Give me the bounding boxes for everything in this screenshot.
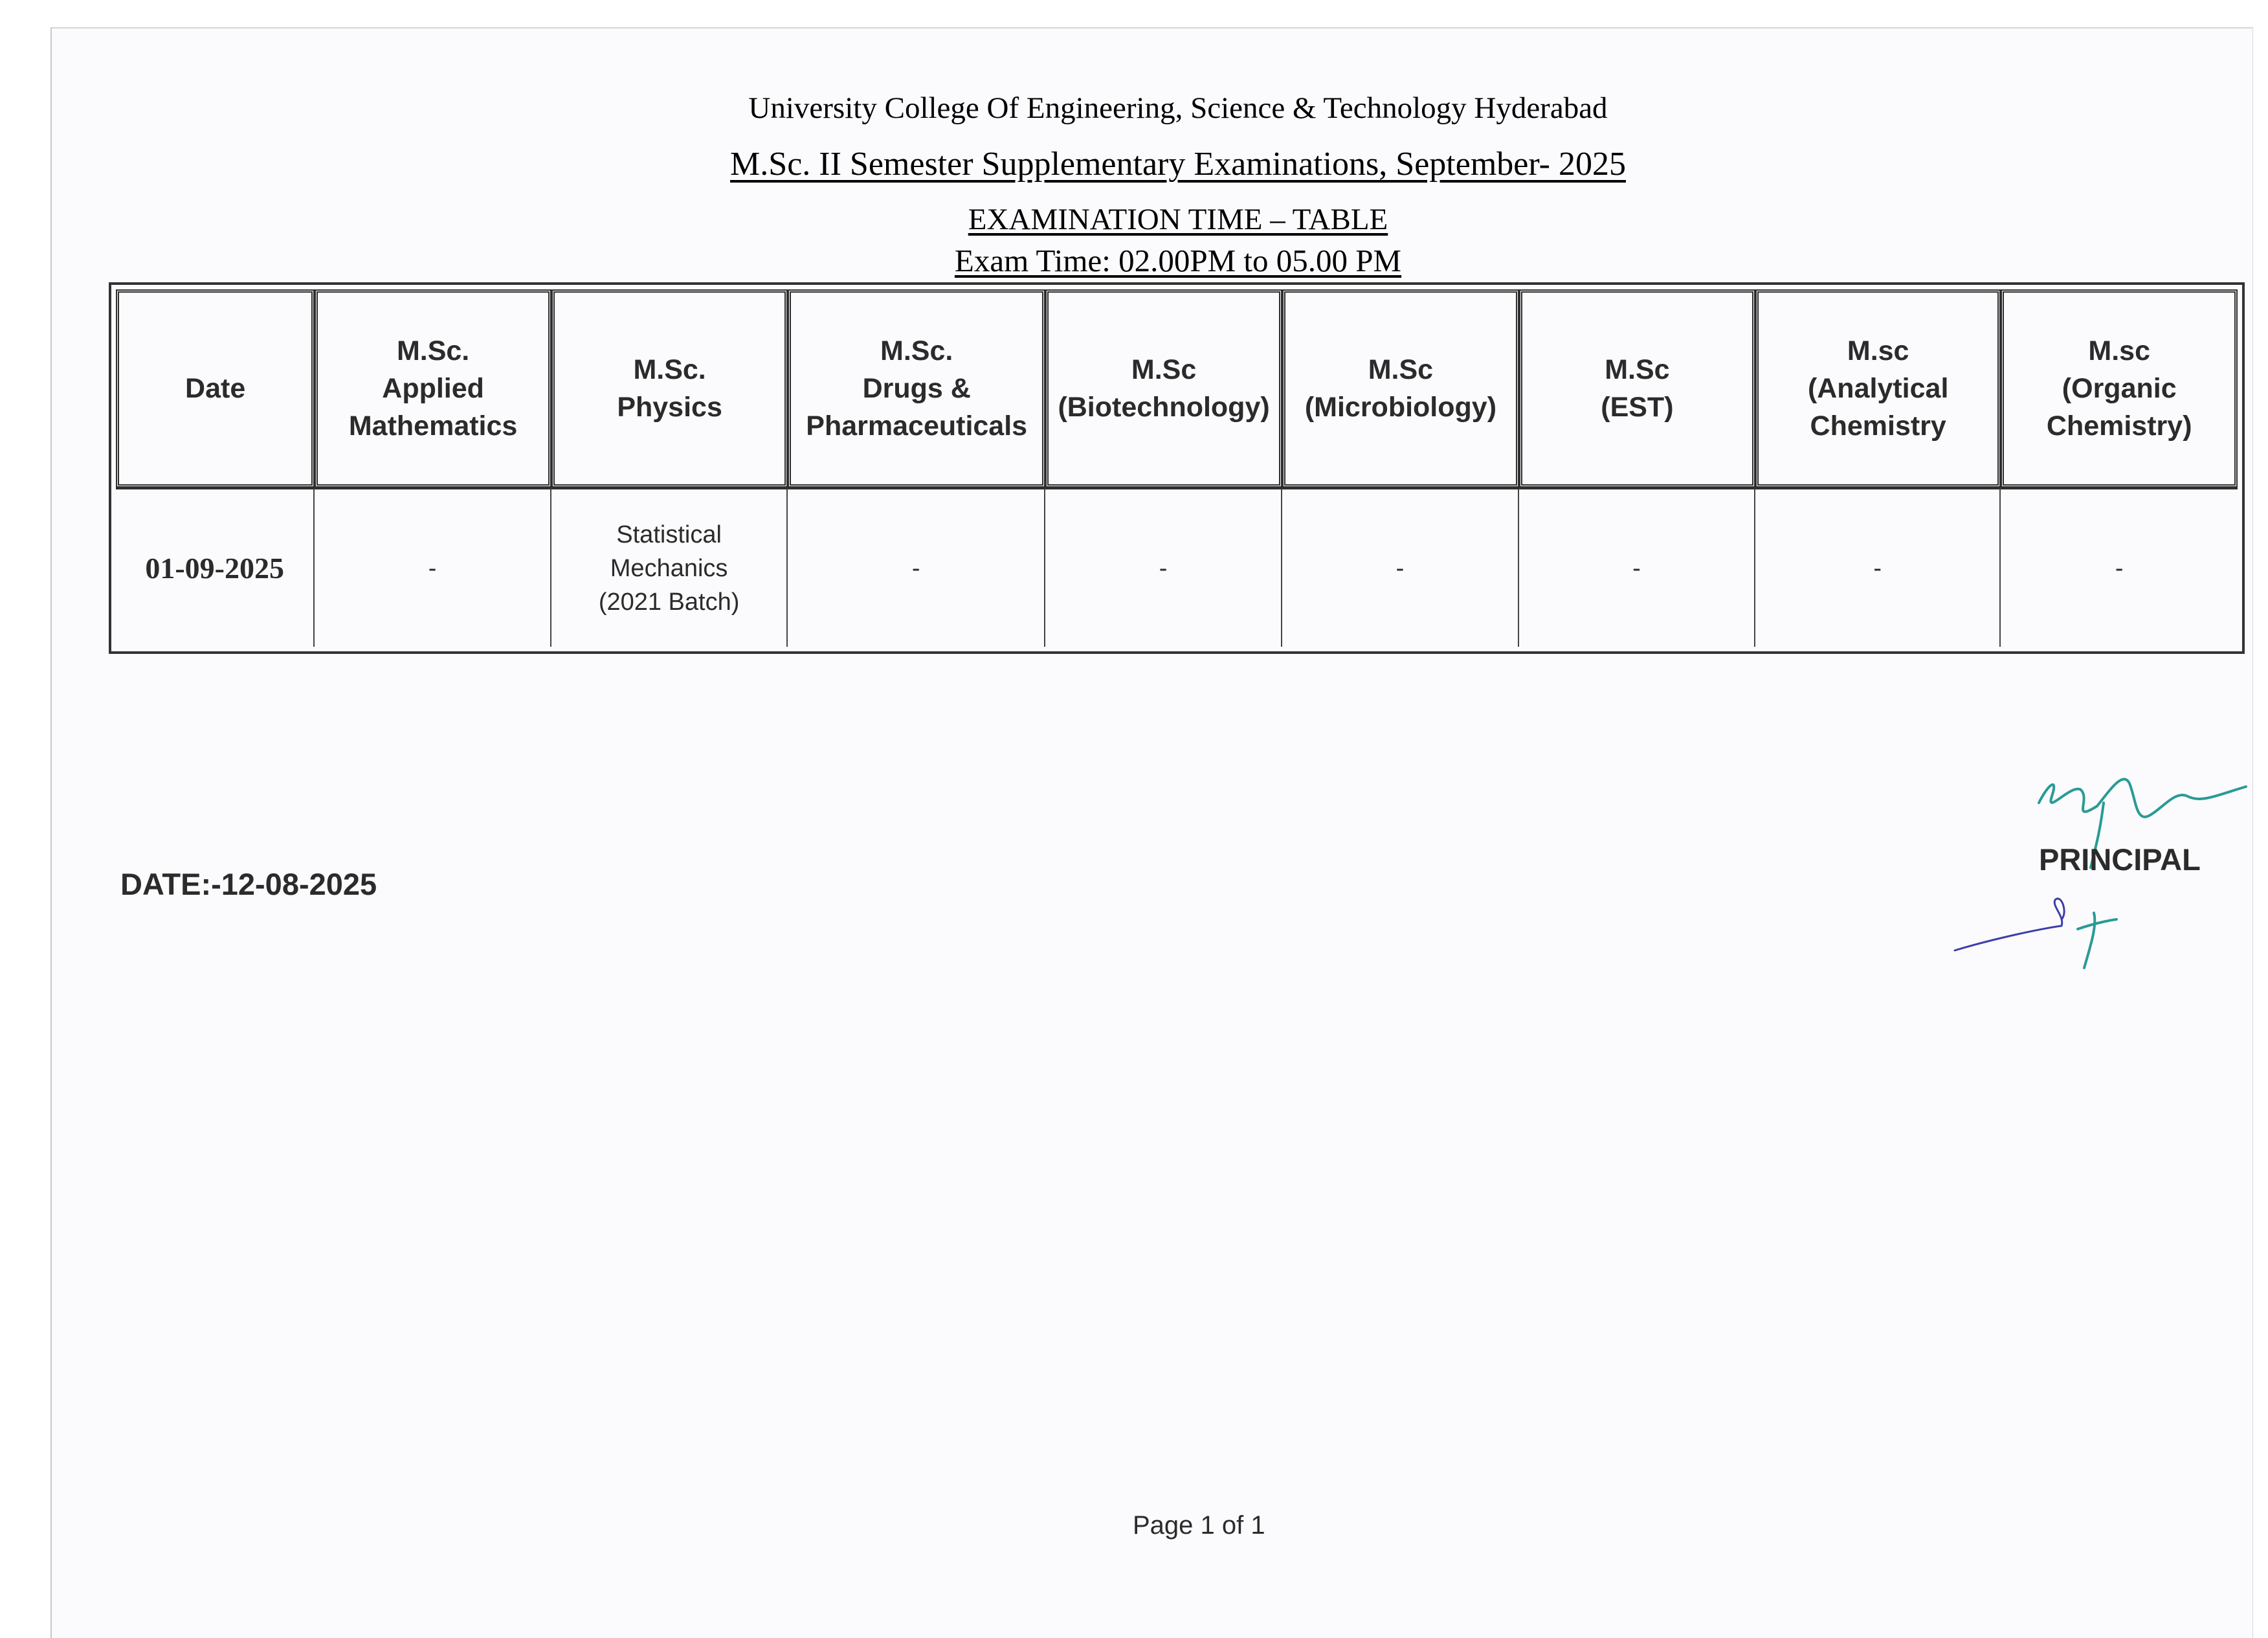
column-header-line: Mathematics: [348, 410, 518, 442]
subject-cell: [788, 488, 1045, 647]
subject-line: Statistical: [616, 521, 722, 548]
subject-cell: [551, 488, 788, 647]
column-header: [1755, 289, 2001, 488]
subject-cell: [2001, 488, 2238, 647]
subject-cell: [1282, 488, 1519, 647]
column-header-line: Drugs &: [862, 373, 971, 404]
subject-cell: [1755, 488, 2001, 647]
subject-line: -: [2115, 554, 2124, 582]
table-title: EXAMINATION TIME – TABLE: [968, 203, 1388, 236]
subject-line: Mechanics: [610, 554, 728, 582]
column-header-line: M.Sc.: [880, 335, 953, 366]
column-header-line: Physics: [617, 392, 722, 423]
subject-line: -: [911, 554, 920, 582]
timetable-frame: [109, 282, 2245, 654]
column-header-line: M.Sc: [1131, 354, 1197, 385]
exam-time: Exam Time: 02.00PM to 05.00 PM: [954, 243, 1402, 278]
column-header: [315, 289, 551, 488]
subject-line: (2021 Batch): [598, 588, 740, 616]
principal-label: PRINCIPAL: [2039, 842, 2201, 877]
table-row: [116, 488, 2238, 647]
column-header-line: (EST): [1601, 392, 1674, 423]
column-header-line: Chemistry): [2046, 410, 2192, 442]
institution-name: University College Of Engineering, Science & Technology Hyderabad: [748, 91, 1608, 125]
column-header-line: M.Sc.: [396, 335, 470, 366]
column-header: [116, 289, 315, 488]
column-header-line: Date: [185, 373, 246, 404]
subject-cell: [315, 488, 551, 647]
column-header-line: (Analytical: [1807, 373, 1949, 404]
column-header-line: Pharmaceuticals: [806, 410, 1028, 442]
page-number: Page 1 of 1: [1133, 1511, 1265, 1540]
subject-line: -: [1395, 554, 1405, 582]
column-header: [788, 289, 1045, 488]
column-header: [1282, 289, 1519, 488]
column-header: [551, 289, 788, 488]
subject-cell: [1045, 488, 1282, 647]
column-header-line: M.Sc.: [633, 354, 706, 385]
column-header: [2001, 289, 2238, 488]
column-header-line: M.sc: [2088, 335, 2150, 366]
timetable: [116, 289, 2238, 647]
subject-cell: [1519, 488, 1755, 647]
column-header: [1045, 289, 1282, 488]
subject-line: -: [428, 554, 437, 582]
timetable-body: [116, 488, 2238, 647]
subject-line: -: [1873, 554, 1882, 582]
issue-date: DATE:-12-08-2025: [120, 867, 377, 901]
exam-date-cell: 01-09-2025: [116, 488, 315, 647]
subject-line: -: [1632, 554, 1641, 582]
subject-line: -: [1159, 554, 1168, 582]
column-header-line: M.sc: [1847, 335, 1909, 366]
column-header-line: M.Sc: [1605, 354, 1670, 385]
column-header-line: M.Sc: [1368, 354, 1434, 385]
column-header-line: (Organic: [2062, 373, 2177, 404]
column-header-line: Chemistry: [1810, 410, 1946, 442]
exam-title: M.Sc. II Semester Supplementary Examinations, September- 2025: [730, 146, 1626, 183]
column-header-line: Applied: [382, 373, 484, 404]
column-header-line: (Biotechnology): [1058, 392, 1270, 423]
column-header-line: (Microbiology): [1304, 392, 1497, 423]
column-header: [1519, 289, 1755, 488]
header-row: [116, 289, 2238, 488]
